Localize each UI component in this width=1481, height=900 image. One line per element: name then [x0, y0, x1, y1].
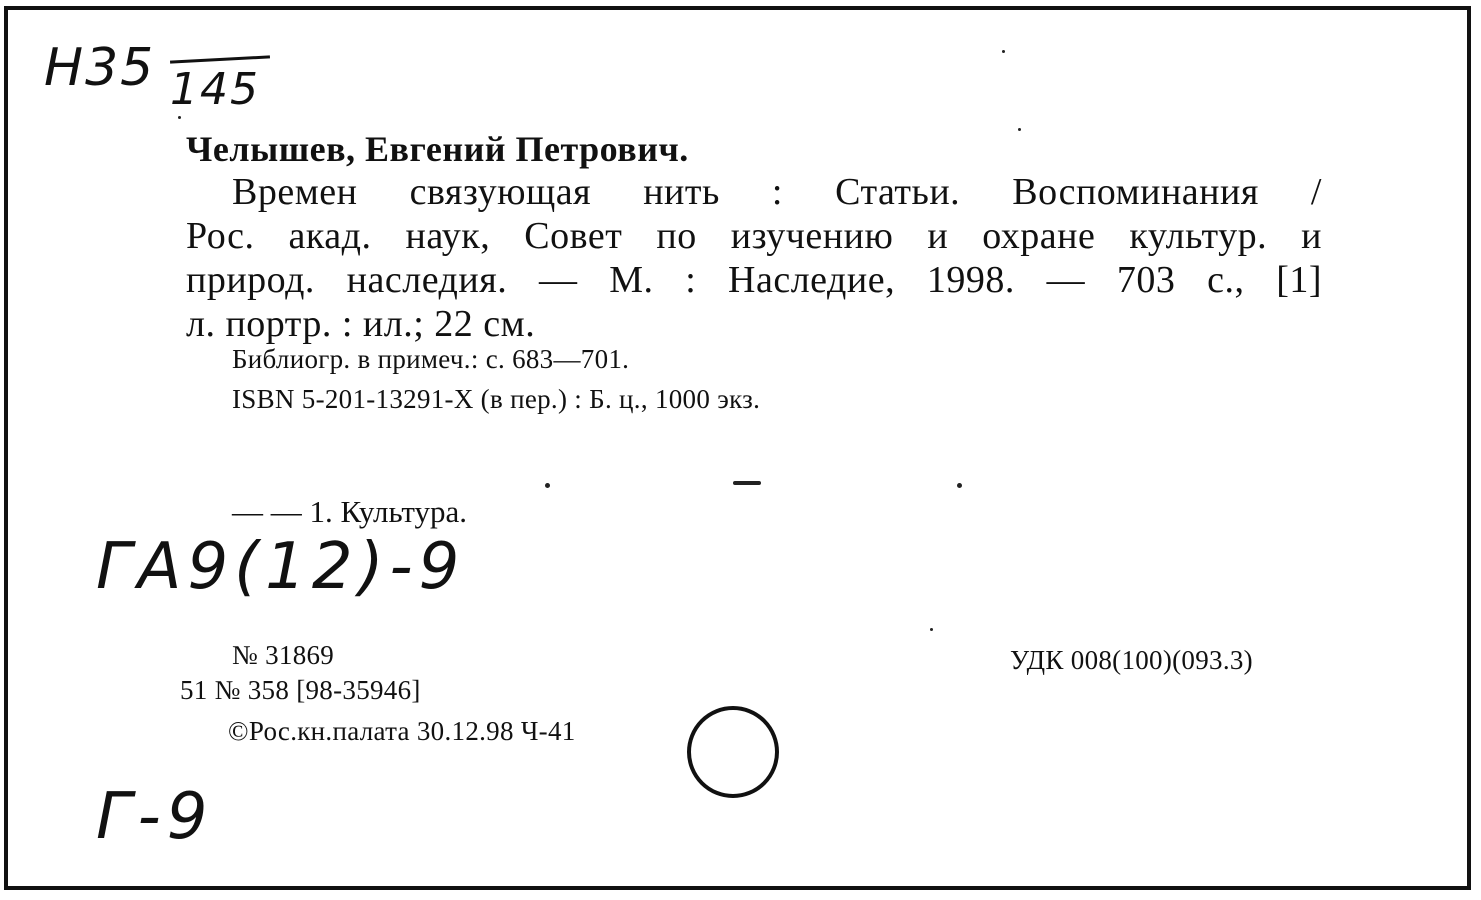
scan-speck — [733, 481, 761, 485]
title-line: Времен связующая нить : Статьи. Воспоминания / — [232, 171, 1322, 213]
handwritten-classification-code: ГА9(12)-9 — [96, 530, 466, 604]
scan-speck — [957, 483, 962, 488]
isbn-line: ISBN 5-201-13291-X (в пер.) : Б. ц., 1000 экз. — [232, 384, 761, 414]
title-line: л. портр. : ил.; 22 см. — [186, 303, 536, 345]
scan-speck — [930, 628, 933, 631]
handwritten-short-code: Г-9 — [96, 780, 214, 854]
udc-code: УДК 008(100)(093.3) — [1010, 645, 1253, 675]
bibliography-note: Библиогр. в примеч.: с. 683—701. — [232, 344, 630, 374]
scan-speck — [1002, 50, 1005, 53]
title-line: Рос. акад. наук, Совет по изучению и охране культур. и — [186, 215, 1322, 257]
scan-speck — [545, 483, 550, 488]
scan-speck — [178, 116, 181, 119]
scan-speck — [1018, 128, 1021, 131]
registration-number: № 31869 — [232, 640, 335, 670]
subject-heading: — — 1. Культура. — [232, 494, 468, 529]
author-heading: Челышев, Евгений Петрович. — [186, 129, 689, 169]
copyright-line: ©Рос.кн.палата 30.12.98 Ч-41 — [228, 716, 576, 746]
handwritten-shelf-number: 145 — [170, 64, 260, 115]
registration-number: 51 № 358 [98-35946] — [180, 675, 421, 705]
title-line: природ. наследия. — М. : Наследие, 1998. — 703 с., [1] — [186, 259, 1322, 301]
card-punch-hole — [687, 706, 779, 798]
handwritten-shelf-mark: Н35 — [44, 38, 156, 98]
